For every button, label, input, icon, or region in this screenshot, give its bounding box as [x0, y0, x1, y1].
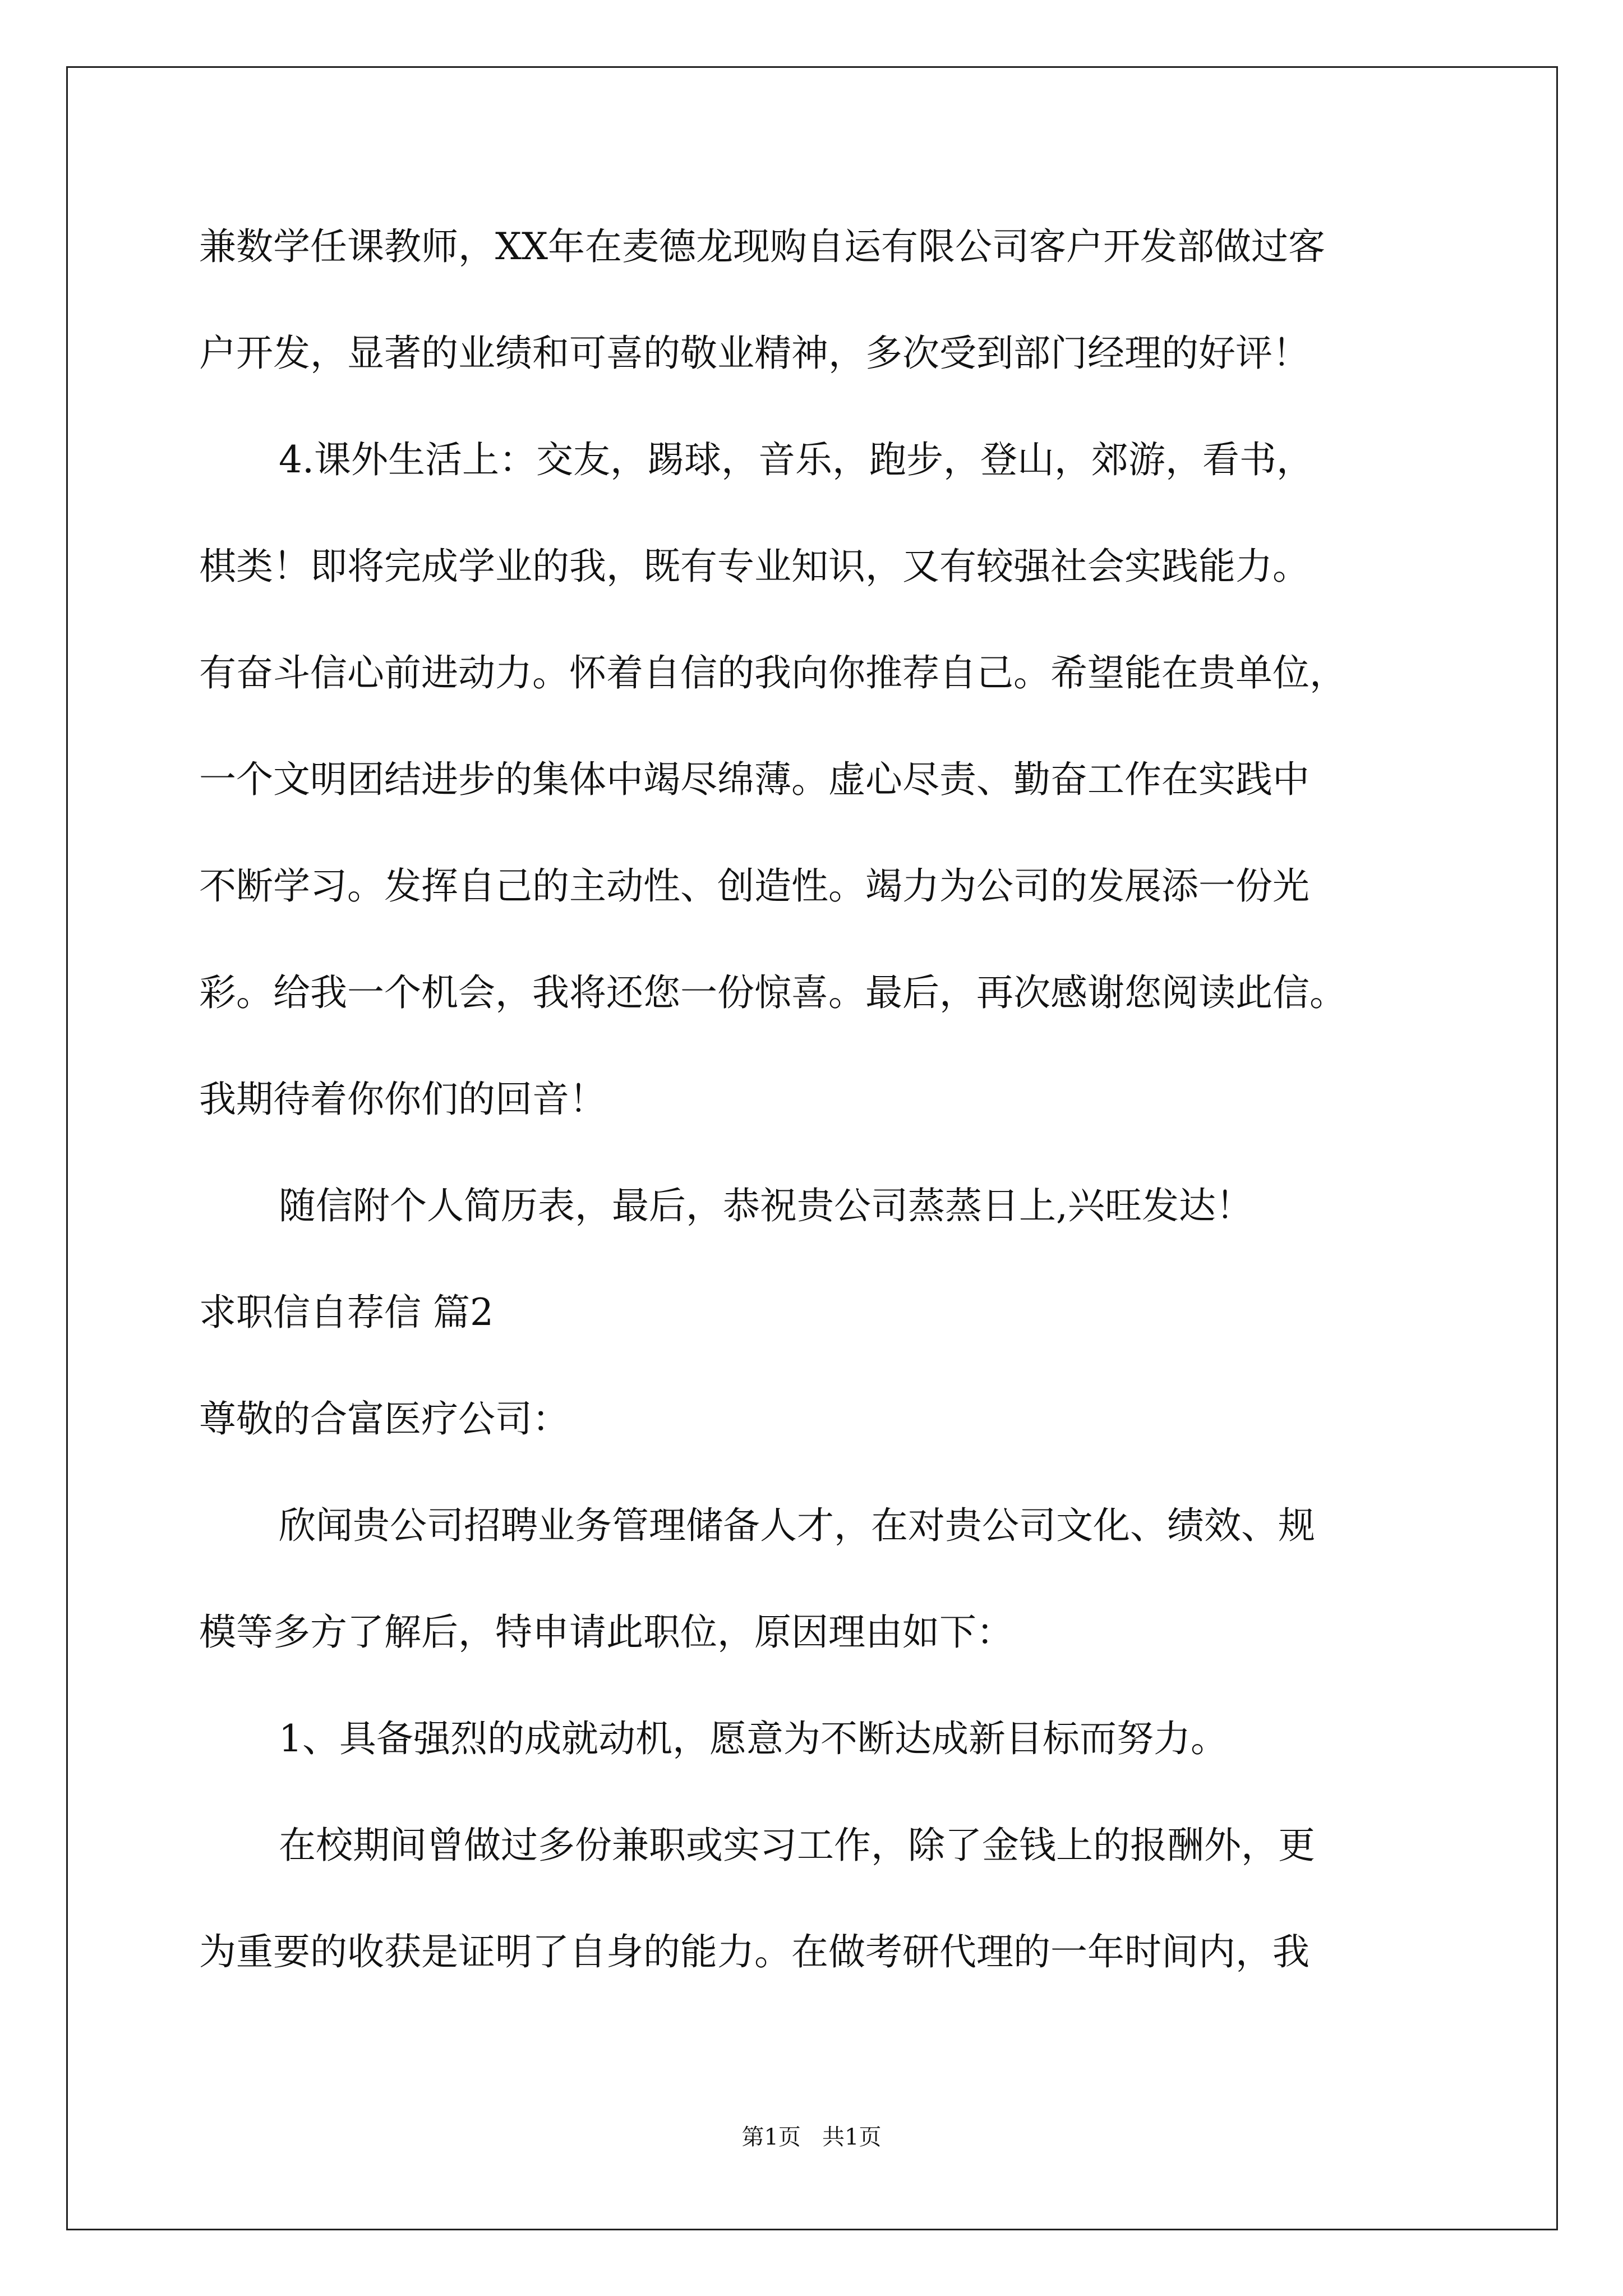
page-border [66, 66, 1558, 2230]
section-heading: 求职信自荐信 篇2 [199, 1291, 494, 1334]
text-line: 户开发，显著的业绩和可喜的敬业精神，多次受到部门经理的好评！ [199, 332, 1310, 375]
text-line: 模等多方了解后，特申请此职位，原因理由如下： [199, 1611, 1013, 1654]
text-line: 1、具备强烈的成就动机，愿意为不断达成新目标而努力。 [279, 1717, 1228, 1760]
text-line: 随信附个人简历表，最后，恭祝贵公司蒸蒸日上,兴旺发达！ [279, 1184, 1253, 1227]
salutation: 尊敬的合富医疗公司： [199, 1397, 569, 1441]
text-line: 一个文明团结进步的集体中竭尽绵薄。虚心尽责、勤奋工作在实践中 [199, 758, 1310, 801]
text-line: 兼数学任课教师，XX年在麦德龙现购自运有限公司客户开发部做过客 [199, 225, 1325, 268]
text-line: 不断学习。发挥自己的主动性、创造性。竭力为公司的发展添一份光 [199, 864, 1310, 908]
text-line: 欣闻贵公司招聘业务管理储备人才，在对贵公司文化、绩效、规 [279, 1504, 1315, 1547]
text-line: 有奋斗信心前进动力。怀着自信的我向你推荐自己。希望能在贵单位， [199, 651, 1347, 694]
text-line: 在校期间曾做过多份兼职或实习工作，除了金钱上的报酬外，更 [279, 1824, 1315, 1867]
page-number-footer: 第1页 共1页 [741, 2124, 882, 2150]
text-line: 彩。给我一个机会，我将还您一份惊喜。最后，再次感谢您阅读此信。 [199, 971, 1347, 1014]
text-line: 为重要的收获是证明了自身的能力。在做考研代理的一年时间内，我 [199, 1930, 1310, 1973]
text-line: 棋类！即将完成学业的我，既有专业知识，又有较强社会实践能力。 [199, 545, 1310, 588]
text-line: 我期待着你你们的回音！ [199, 1078, 606, 1121]
text-line: 4.课外生活上：交友，踢球，音乐，跑步，登山，郊游，看书， [279, 438, 1313, 481]
